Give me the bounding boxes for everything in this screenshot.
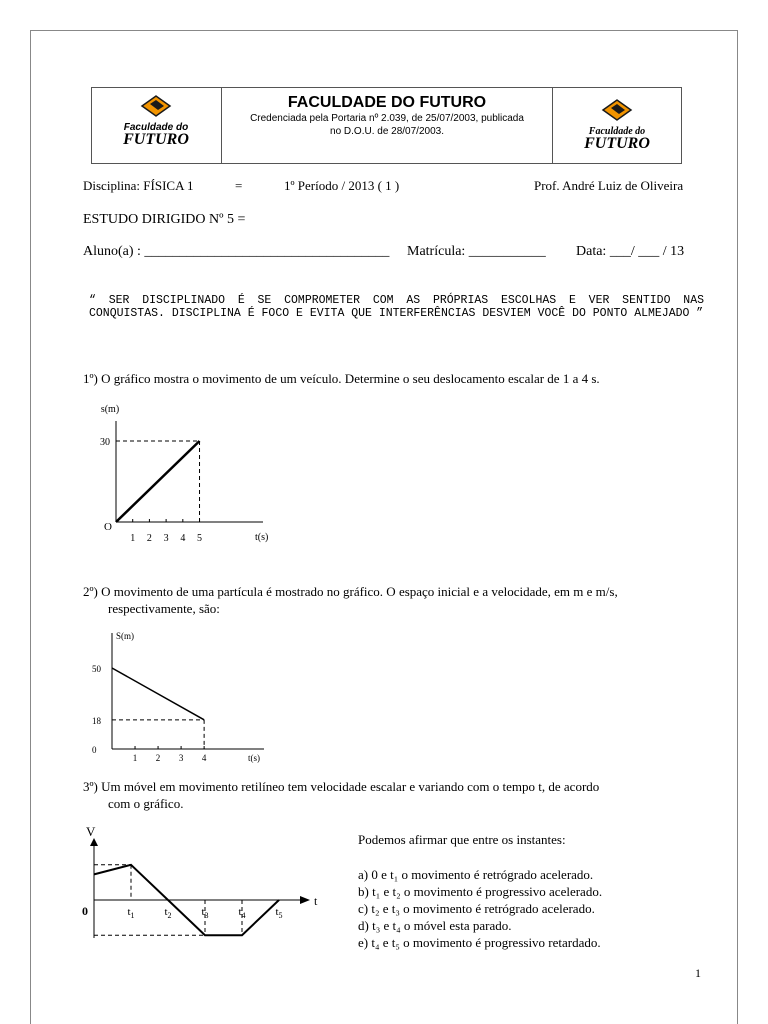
x-tick-label: 3 <box>163 533 169 544</box>
logo-left-line1: Faculdade do <box>123 122 189 133</box>
origin-label: 0 <box>82 904 88 918</box>
chart-q2-plot <box>92 631 264 763</box>
header-center <box>222 88 553 163</box>
y-tick-label: 50 <box>92 664 101 674</box>
y-axis-arrow <box>90 838 98 846</box>
logo-right-line1: Faculdade do <box>588 126 646 137</box>
logo-left <box>92 88 222 163</box>
option-a[interactable]: a) 0 e t₁ o movimento é retrógrado acelerado. <box>358 867 594 882</box>
y-axis-label: V <box>86 824 96 839</box>
option-e[interactable]: e) t₄ e t₅ o movimento é progressivo retardado. <box>358 935 601 950</box>
x-tick-label: $t_3$ <box>201 906 209 920</box>
y-tick-label: 30 <box>100 437 110 448</box>
question-1-text: 1º) O gráfico mostra o movimento de um veículo. Determine o seu deslocamento escalar de 1 a 4 s. <box>83 371 600 386</box>
logo-right-graphic <box>553 88 681 163</box>
logo-right <box>553 88 681 163</box>
x-tick-label: 4 <box>201 753 207 763</box>
series-line <box>112 668 204 720</box>
option-c[interactable]: c) t₂ e t₃ o movimento é retrógrado acelerado. <box>358 901 595 916</box>
x-tick-label: $t_5$ <box>275 906 283 920</box>
student-field[interactable]: Aluno(a) : ___________________________________ <box>83 244 390 259</box>
series-line <box>116 441 200 522</box>
x-axis-label: t(s) <box>255 532 269 543</box>
x-tick-label: 3 <box>178 753 184 763</box>
x-axis-label: t(s) <box>248 753 260 763</box>
chart-q3-plot <box>82 824 318 938</box>
date-field[interactable]: Data: ___/ ___ / 13 <box>576 244 685 259</box>
discipline-separator: = <box>235 178 243 193</box>
logo-left-graphic <box>92 88 221 163</box>
discipline-label: Disciplina: FÍSICA 1 <box>83 178 194 193</box>
x-axis-label: t <box>314 894 318 908</box>
credential-line-2: no D.O.U. de 28/07/2003. <box>330 126 444 137</box>
x-axis-arrow <box>300 896 310 904</box>
logo-left-line2: FUTURO <box>123 131 189 148</box>
option-d[interactable]: d) t₃ e t₄ o móvel esta parado. <box>358 918 512 933</box>
logo-mark-right <box>603 100 631 120</box>
institution-header <box>91 87 682 164</box>
x-tick-subscript: 1 <box>130 911 135 920</box>
option-b[interactable]: b) t₁ e t₂ o movimento é progressivo acelerado. <box>358 884 603 899</box>
professor-name: Prof. André Luiz de Oliveira <box>534 178 684 193</box>
y-axis-label: s(m) <box>100 404 120 415</box>
period-label: 1º Período / 2013 ( 1 ) <box>284 178 400 193</box>
chart-q2 <box>80 625 280 770</box>
logo-mark-left <box>142 96 170 116</box>
institution-title: FACULDADE DO FUTURO <box>287 94 487 111</box>
x-tick-label: 2 <box>155 753 161 763</box>
x-tick-subscript: 3 <box>204 911 209 920</box>
x-tick-label: 5 <box>197 533 203 544</box>
x-tick-subscript: 5 <box>278 911 283 920</box>
x-tick-subscript: 2 <box>167 911 172 920</box>
question-3-prompt: Podemos afirmar que entre os instantes: <box>358 832 566 847</box>
origin-label: O <box>104 521 112 533</box>
x-tick-label: 1 <box>132 753 138 763</box>
question-2-line-1: 2º) O movimento de uma partícula é mostrado no gráfico. O espaço inicial e a velocidade, em m e m/s, <box>83 584 618 599</box>
study-title: ESTUDO DIRIGIDO Nº 5 = <box>83 212 246 227</box>
page-number: 1 <box>695 966 701 980</box>
x-tick-label: 1 <box>130 533 136 544</box>
y-tick-label: 0 <box>92 745 97 755</box>
chart-q1 <box>80 400 280 550</box>
y-tick-label: 18 <box>92 715 101 726</box>
x-tick-label: 2 <box>146 533 152 544</box>
x-tick-label: $t_1$ <box>127 906 135 920</box>
motivational-quote: “ SER DISCIPLINADO É SE COMPROMETER COM AS PRÓPRIAS ESCOLHAS E VER SENTIDO NAS CONQUISTAS. DISCIPLINA É FOCO E EVITA QUE INTERFERÊNCIAS DESVIEM VOCÊ DO PONTO ALMEJADO ” <box>89 294 704 320</box>
credential-line-1: Credenciada pela Portaria nº 2.039, de 25/07/2003, publicada <box>250 113 524 124</box>
x-tick-subscript: 4 <box>241 911 246 920</box>
chart-q3 <box>80 822 330 952</box>
x-tick-label: $t_4$ <box>238 906 246 920</box>
question-2-line-2: respectivamente, são: <box>108 601 220 616</box>
logo-right-line2: FUTURO <box>584 135 650 152</box>
y-axis-label: S(m) <box>116 631 134 641</box>
registration-field[interactable]: Matrícula: ___________ <box>407 244 546 259</box>
x-tick-label: 4 <box>180 533 186 544</box>
x-tick-label: $t_2$ <box>164 906 172 920</box>
question-3-line-2: com o gráfico. <box>108 796 184 811</box>
question-3-line-1: 3º) Um móvel em movimento retilíneo tem velocidade escalar e variando com o tempo t, de acordo <box>83 779 600 794</box>
chart-q1-plot <box>100 404 268 544</box>
